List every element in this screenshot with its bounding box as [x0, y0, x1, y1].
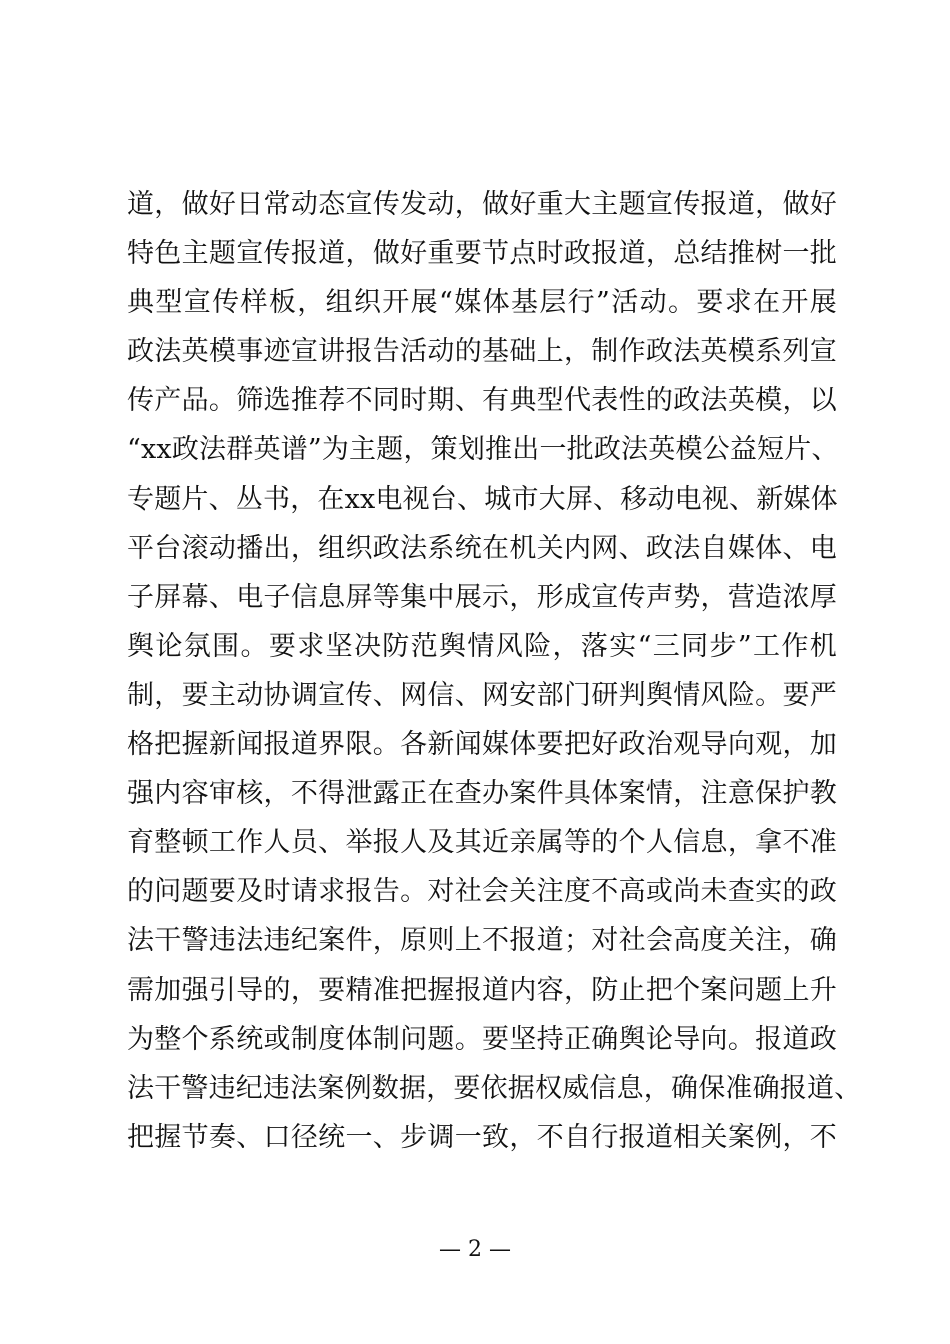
text-line: 专题片、丛书，在xx电视台、城市大屏、移动电视、新媒体 [127, 483, 838, 515]
text-line: 法干警违法违纪案件，原则上不报道；对社会高度关注，确 [127, 925, 837, 957]
text-line: 制，要主动协调宣传、网信、网安部门研判舆情风险。要严 [127, 679, 837, 711]
text-line: 把握节奏、口径统一、步调一致，不自行报道相关案例，不 [127, 1121, 837, 1153]
text-line: 子屏幕、电子信息屏等集中展示，形成宣传声势，营造浓厚 [127, 581, 837, 613]
text-line: 格把握新闻报道界限。各新闻媒体要把好政治观导向观，加 [127, 729, 837, 761]
text-line: 传产品。筛选推荐不同时期、有典型代表性的政法英模，以 [127, 385, 837, 417]
text-line: “xx政法群英谱”为主题，策划推出一批政法英模公益短片、 [127, 434, 839, 466]
text-line: 为整个系统或制度体制问题。要坚持正确舆论导向。报道政 [127, 1023, 837, 1055]
text-line: 道，做好日常动态宣传发动，做好重大主题宣传报道，做好 [127, 189, 837, 220]
text-line: 政法英模事迹宣讲报告活动的基础上，制作政法英模系列宣 [127, 336, 837, 368]
text-line: 需加强引导的，要精准把握报道内容，防止把个案问题上升 [127, 974, 837, 1006]
text-line: 舆论氛围。要求坚决防范舆情风险，落实“三同步”工作机 [127, 630, 837, 662]
text-line: 特色主题宣传报道，做好重要节点时政报道，总结推树一批 [127, 238, 837, 270]
text-line: 典型宣传样板，组织开展“媒体基层行”活动。要求在开展 [127, 287, 837, 319]
text-line: 的问题要及时请求报告。对社会关注度不高或尚未查实的政 [127, 876, 837, 908]
text-line: 强内容审核，不得泄露正在查办案件具体案情，注意保护教 [127, 778, 837, 810]
text-line: 育整顿工作人员、举报人及其近亲属等的个人信息，拿不准 [127, 827, 837, 859]
text-line: 平台滚动播出，组织政法系统在机关内网、政法自媒体、电 [127, 532, 837, 564]
body-paragraph [127, 180, 862, 1162]
text-line: 法干警违纪违法案例数据，要依据权威信息，确保准确报道、 [127, 1072, 862, 1104]
page-number: — 2 — [439, 1237, 511, 1262]
